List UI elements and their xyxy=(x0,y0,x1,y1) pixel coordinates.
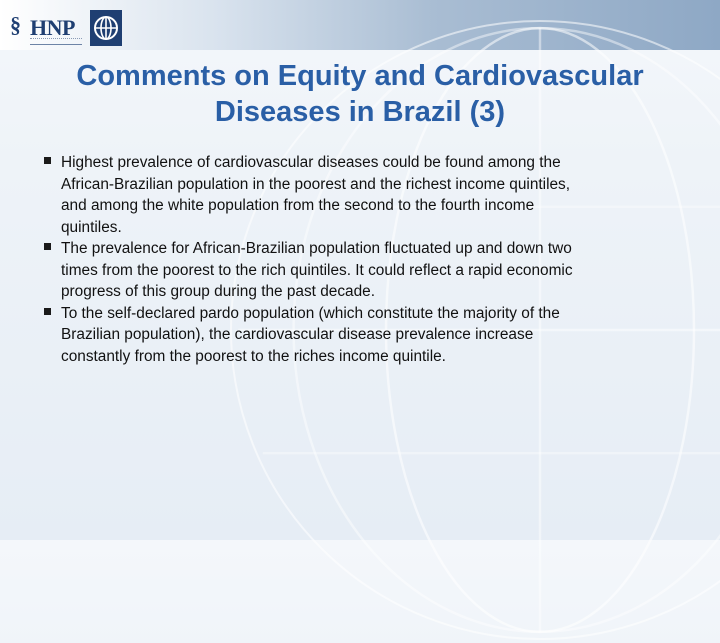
world-bank-globe-icon xyxy=(93,15,119,41)
bullet-item xyxy=(44,152,684,238)
world-bank-logo xyxy=(90,10,122,46)
bullet-item xyxy=(44,238,684,303)
bullet-line: African-Brazilian population in the poorest and the richest income quintiles, xyxy=(61,175,571,193)
hnp-logo xyxy=(10,8,82,48)
bullet-list xyxy=(44,152,684,367)
slide-title xyxy=(20,58,700,130)
hnp-logo-swirl-icon: § xyxy=(10,12,21,37)
square-bullet-icon xyxy=(44,308,51,315)
bullet-line: times from the poorest to the rich quintiles. It could reflect a rapid economic xyxy=(61,261,573,279)
slide-title-line-2: Diseases in Brazil (3) xyxy=(214,96,506,128)
bullet-line: Highest prevalence of cardiovascular diseases could be found among the xyxy=(61,154,561,171)
square-bullet-icon xyxy=(44,243,51,250)
bullet-line: The prevalence for African-Brazilian population fluctuated up and down two xyxy=(61,240,572,257)
bullet-line: and among the white population from the second to the fourth income xyxy=(61,197,535,214)
bullet-line: constantly from the poorest to the riches income quintile. xyxy=(61,347,446,365)
bullet-line: quintiles. xyxy=(61,218,122,236)
bullet-line: To the self-declared pardo population (which constitute the majority of the xyxy=(61,304,560,322)
hnp-logo-rule xyxy=(30,44,82,45)
square-bullet-icon xyxy=(44,157,51,164)
bullet-line: Brazilian population), the cardiovascular disease prevalence increase xyxy=(61,326,534,343)
bullet-item xyxy=(44,303,684,368)
hnp-logo-text: HNP xyxy=(30,15,75,40)
bullet-line: progress of this group during the past decade. xyxy=(61,283,375,300)
slide-title-line-1: Comments on Equity and Cardiovascular xyxy=(76,60,644,92)
hnp-logo-subtitle-rule xyxy=(30,38,82,42)
